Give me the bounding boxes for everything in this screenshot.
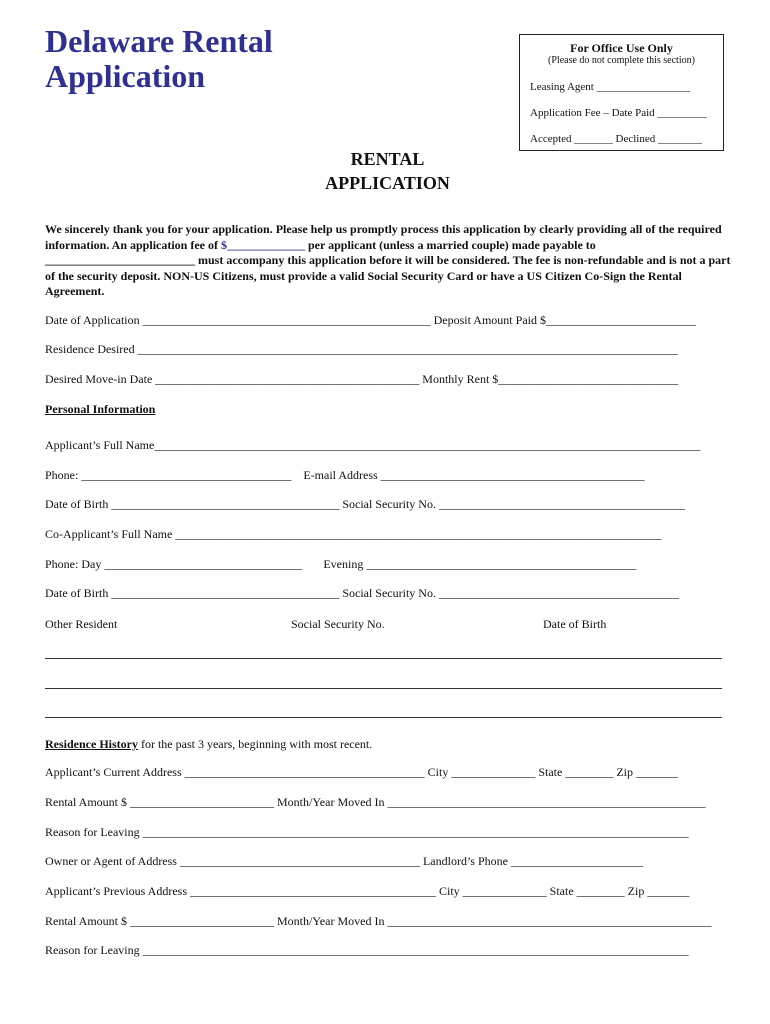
title-line-2: Application [45, 58, 206, 94]
co-dob-ssn-field[interactable]: Date of Birth ______________________________________ Social Security No. ________________________________________ [45, 586, 679, 600]
residence-desired-field[interactable]: Residence Desired __________________________________________________________________________________________ [45, 342, 678, 356]
residence-history-heading-row [45, 737, 372, 751]
owner-agent-field[interactable]: Owner or Agent of Address ________________________________________ Landlord’s Phone ______________________ [45, 854, 643, 868]
other-resident-ssn-label: Social Security No. [291, 617, 385, 631]
office-use-note: (Please do not complete this section) [548, 55, 695, 66]
form-heading-line-1: RENTAL [350, 149, 425, 169]
application-fee-blank[interactable]: $_____________ [221, 237, 305, 252]
personal-information-heading: Personal Information [45, 402, 156, 416]
move-in-date-field[interactable]: Desired Move-in Date ____________________________________________ Monthly Rent $______________________________ [45, 372, 679, 386]
date-of-application-field[interactable]: Date of Application ________________________________________________ Deposit Amount Paid $_________________________ [45, 313, 696, 327]
rental-amount-1-field[interactable]: Rental Amount $ ________________________ Month/Year Moved In _____________________________________________________ [45, 795, 706, 809]
other-resident-label: Other Resident [45, 617, 118, 631]
rental-amount-2-field[interactable]: Rental Amount $ ________________________ Month/Year Moved In ______________________________________________________ [45, 914, 712, 928]
document-title [45, 24, 273, 94]
intro-text-1: We sincerely thank you for your application. Please help us promptly process this application by clearly providing all of the required information. An application fee of [45, 222, 722, 252]
other-resident-line-1[interactable] [45, 658, 722, 659]
office-use-box [519, 34, 724, 151]
accepted-declined-field[interactable]: Accepted _______ Declined ________ [530, 133, 702, 145]
applicant-full-name-field[interactable]: Applicant’s Full Name___________________________________________________________________________________________ [45, 438, 701, 452]
reason-for-leaving-2-field[interactable]: Reason for Leaving ___________________________________________________________________________________________ [45, 943, 689, 957]
residence-history-subheading: for the past 3 years, beginning with most recent. [137, 737, 373, 751]
leasing-agent-field[interactable]: Leasing Agent _________________ [530, 81, 691, 93]
dob-ssn-field[interactable]: Date of Birth ______________________________________ Social Security No. _________________________________________ [45, 497, 685, 511]
office-use-title: For Office Use Only [570, 41, 673, 55]
application-fee-field[interactable]: Application Fee – Date Paid _________ [530, 107, 707, 119]
previous-address-field[interactable]: Applicant’s Previous Address _________________________________________ City ______________ State ________ Zip _______ [45, 884, 690, 898]
reason-for-leaving-1-field[interactable]: Reason for Leaving ___________________________________________________________________________________________ [45, 825, 689, 839]
current-address-field[interactable]: Applicant’s Current Address ________________________________________ City ______________ State ________ Zip _______ [45, 765, 678, 779]
phone-email-field[interactable]: Phone: ___________________________________ E-mail Address ____________________________________________ [45, 468, 645, 482]
other-resident-line-2[interactable] [45, 688, 722, 689]
residence-history-heading: Residence History [45, 737, 138, 751]
intro-text-2: per applicant (unless a married couple) made payable to _________________________ must accompany this application before it will be considered. The fee is non-refundable and is not a part of the security deposit. NON-US Citizens, must provide a valid Social Security Card or have a US Citizen Co-Sign the Rental Agreement. [45, 237, 731, 298]
other-resident-line-3[interactable] [45, 717, 722, 718]
co-applicant-name-field[interactable]: Co-Applicant’s Full Name _________________________________________________________________________________ [45, 527, 662, 541]
intro-paragraph [45, 222, 735, 300]
title-line-1: Delaware Rental [45, 23, 273, 59]
phone-day-evening-field[interactable]: Phone: Day _________________________________ Evening _____________________________________________ [45, 557, 637, 571]
other-resident-dob-label: Date of Birth [543, 617, 607, 631]
form-heading-line-2: APPLICATION [325, 173, 450, 193]
